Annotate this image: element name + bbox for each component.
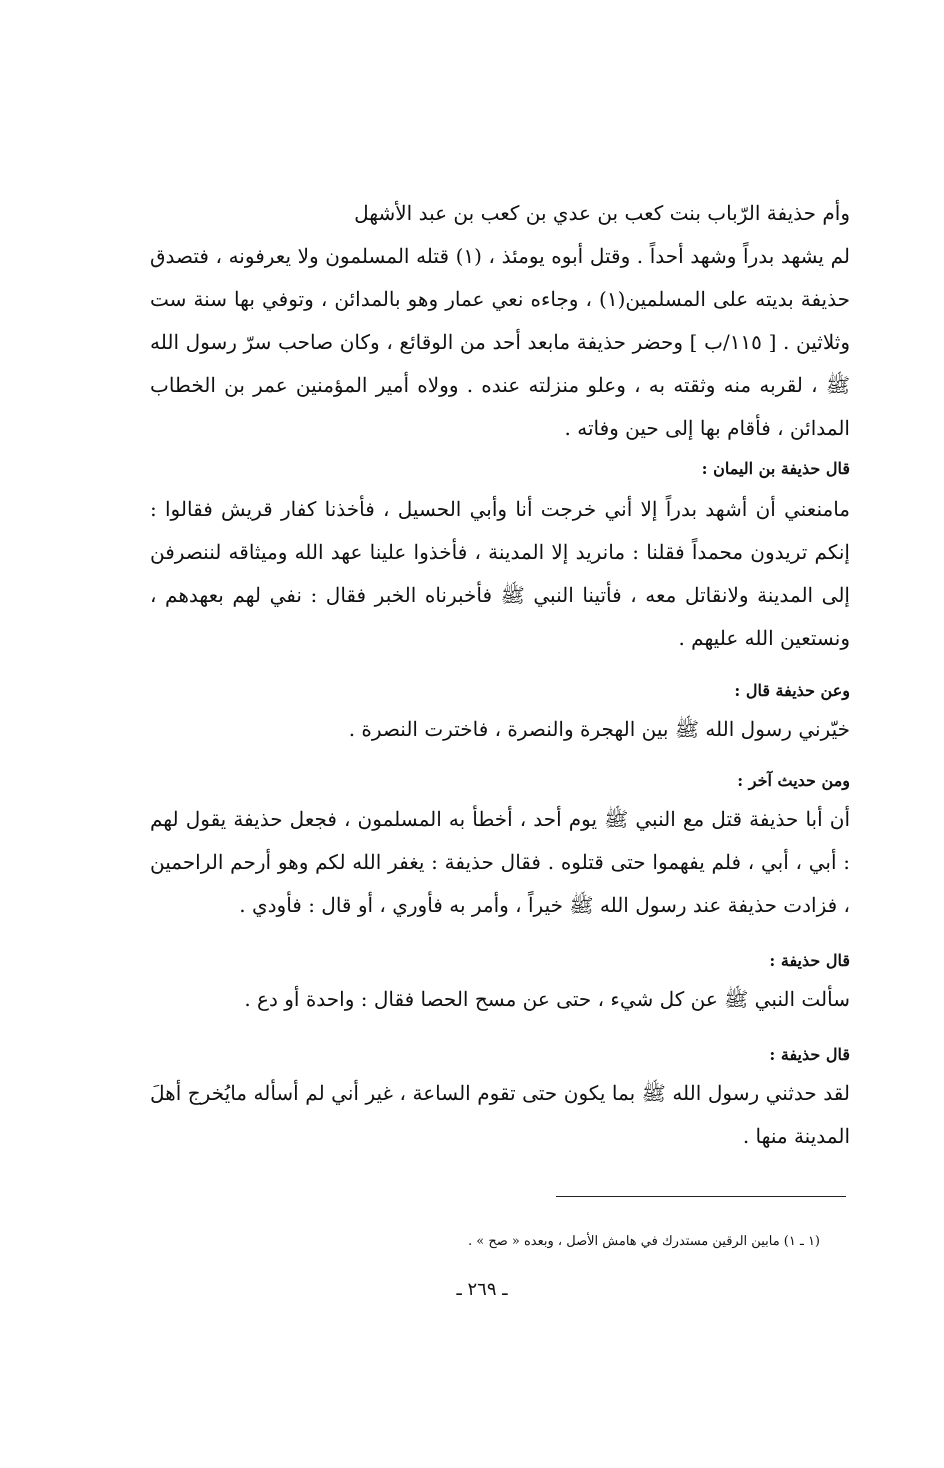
section-heading: قال حذيفة بن اليمان :	[701, 459, 850, 478]
paragraph-question: سألت النبي ﷺ عن كل شيء ، حتى عن مسح الحصا فقال : واحدة أو دع .	[244, 987, 850, 1011]
paragraph-hour: لقد حدثني رسول الله ﷺ بما يكون حتى تقوم الساعة ، غير أني لم أسأله مايُخرج أهلَ المدينة منها .	[150, 1081, 850, 1148]
section-hour	[150, 1042, 850, 1158]
paragraph-choice: خيّرني رسول الله ﷺ بين الهجرة والنصرة ، فاخترت النصرة .	[348, 717, 850, 741]
paragraph-lineage: وأم حذيفة الرّباب بنت كعب بن عدي بن كعب بن عبد الأشهل	[354, 201, 850, 225]
section-heading: ومن حديث آخر :	[737, 771, 850, 790]
section-heading: وعن حذيفة قال :	[734, 681, 850, 700]
section-heading: قال حذيفة :	[769, 1045, 850, 1064]
section-another-hadith	[150, 768, 850, 927]
footnote: (١ ـ ١) مابين الرقين مستدرك في هامش الأصل ، وبعده « صح » .	[467, 1234, 820, 1249]
page-number: ـ ٢٦٩ ـ	[456, 1279, 508, 1300]
footnote-divider	[556, 1196, 846, 1197]
section-hudhayfa-ibn-al-yaman	[150, 456, 850, 660]
section-question	[150, 948, 850, 1021]
section-hudhayfa-said	[150, 678, 850, 751]
paragraph-uhud: أن أبا حذيفة قتل مع النبي ﷺ يوم أحد ، أخطأ به المسلمون ، فجعل حذيفة يقول لهم : أبي ، أبي ، فلم يفهموا حتى قتلوه . فقال حذيفة : يغفر الله لكم وهو أرحم الراحمين ، فزادت حذيفة عند رسول الله ﷺ خيراً ، وأمر به فأوري ، أو قال : فأودي .	[150, 807, 850, 917]
paragraph-biography: لم يشهد بدراً وشهد أحداً . وقتل أبوه يومئذ ، (١) قتله المسلمون ولا يعرفونه ، فتصدق حذيفة بديته على المسلمين(١) ، وجاءه نعي عمار وهو بالمدائن ، وتوفي بها سنة ست وثلاثين . [ ١١٥/ب ] وحضر حذيفة مابعد أحد من الوقائع ، وكان صاحب سرّ رسول الله ﷺ ، لقربه منه وثقته به ، وعلو منزلته عنده . وولاه أمير المؤمنين عمر بن الخطاب المدائن ، فأقام بها إلى حين وفاته .	[150, 244, 850, 440]
body-text	[150, 192, 850, 450]
section-heading: قال حذيفة :	[769, 951, 850, 970]
paragraph-badr: مامنعني أن أشهد بدراً إلا أني خرجت أنا وأبي الحسيل ، فأخذنا كفار قريش فقالوا : إنكم تريدون محمداً فقلنا : مانريد إلا المدينة ، فأخذوا علينا عهد الله وميثاقه لننصرفن إلى المدينة ولانقاتل معه ، فأتينا النبي ﷺ فأخبرناه الخبر فقال : نفي لهم بعهدهم ، ونستعين الله عليهم .	[150, 497, 850, 650]
